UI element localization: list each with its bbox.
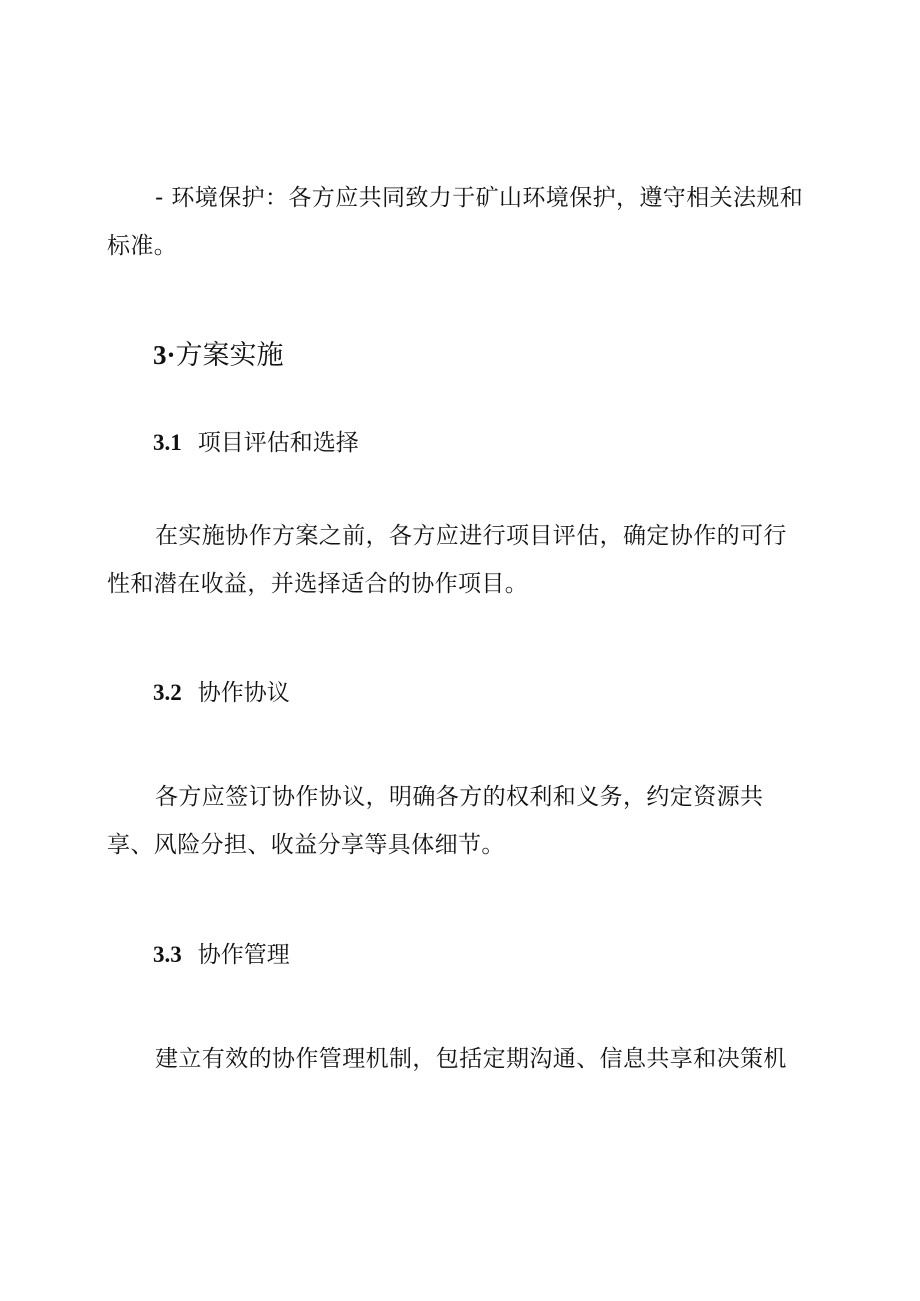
subsection-heading-3-3 <box>153 940 290 970</box>
paragraph-environment: - 环境保护：各方应共同致力于矿山环境保护，遵守相关法规和标准。 <box>107 185 804 259</box>
subsection-heading-3-2 <box>153 678 290 708</box>
subsection-heading-3-1 <box>153 428 359 458</box>
section-number: 3· <box>153 340 176 370</box>
section-title: 方案实施 <box>175 340 284 371</box>
paragraph-3-1: 在实施协作方案之前，各方应进行项目评估，确定协作的可行性和潜在收益，并选择适合的协作项目。 <box>107 523 787 597</box>
subsection-title: 项目评估和选择 <box>197 430 359 456</box>
paragraph-3-2: 各方应签订协作协议，明确各方的权利和义务，约定资源共享、风险分担、收益分享等具体细节。 <box>107 784 764 858</box>
subsection-title: 协作协议 <box>197 680 290 706</box>
subsection-number: 3.2 <box>153 680 182 705</box>
section-heading-3 <box>153 338 284 373</box>
subsection-title: 协作管理 <box>197 942 290 968</box>
subsection-number: 3.3 <box>153 942 182 967</box>
paragraph-3-3: 建立有效的协作管理机制，包括定期沟通、信息共享和决策机 <box>155 1046 787 1072</box>
subsection-number: 3.1 <box>153 430 182 455</box>
